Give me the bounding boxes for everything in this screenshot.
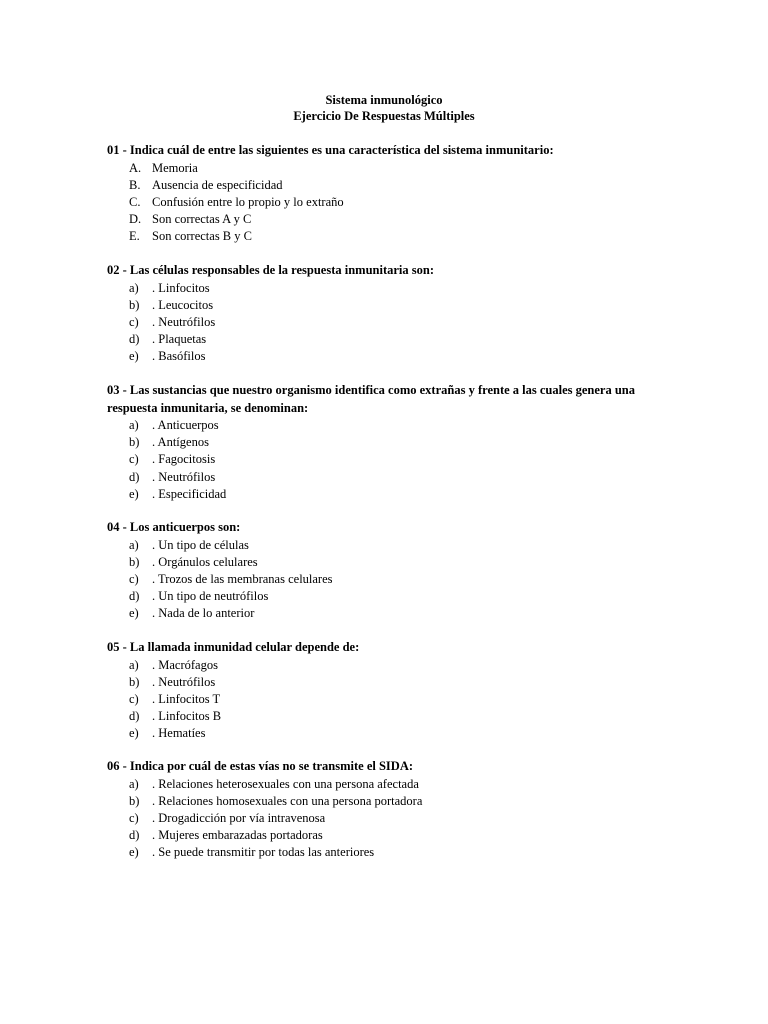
option-text: . Plaquetas: [152, 332, 207, 347]
question-text: 04 - Los anticuerpos son:: [107, 520, 241, 534]
option-text: . Linfocitos B: [152, 709, 222, 724]
option-letter: b): [129, 793, 140, 808]
question-02: [107, 262, 667, 365]
option-letter: a): [129, 418, 139, 432]
option-letter: e): [129, 486, 139, 501]
question-03: [107, 382, 667, 503]
option-letter: e): [129, 845, 139, 860]
option-text: . Neutrófilos: [152, 674, 216, 689]
question-05: [107, 639, 667, 742]
option-text: . Basófilos: [152, 349, 206, 364]
option-text: . Fagocitosis: [152, 452, 216, 467]
option-item: [107, 434, 667, 451]
option-text: . Relaciones homosexuales con una persona portadora: [152, 793, 423, 808]
option-item: [107, 605, 667, 622]
option-item: [107, 674, 667, 691]
option-item: [107, 571, 667, 588]
option-text: Son correctas A y C: [152, 212, 252, 227]
option-letter: c): [129, 314, 139, 329]
option-item: [107, 280, 667, 297]
option-letter: E.: [129, 229, 140, 244]
option-letter: b): [129, 297, 140, 312]
question-text: 05 - La llamada inmunidad celular depende de:: [107, 640, 360, 654]
option-list: [107, 417, 667, 503]
option-item: [107, 160, 667, 177]
option-list: [107, 776, 667, 862]
option-text: . Drogadicción por vía intravenosa: [152, 810, 326, 825]
document-title: Sistema inmunológico: [325, 93, 443, 107]
option-letter: d): [129, 332, 140, 347]
option-item: [107, 827, 667, 844]
option-text: . Relaciones heterosexuales con una persona afectada: [152, 776, 419, 791]
option-item: [107, 708, 667, 725]
option-letter: b): [129, 435, 140, 450]
option-text: Memoria: [152, 160, 198, 175]
option-letter: e): [129, 726, 139, 741]
option-item: [107, 657, 667, 674]
option-letter: e): [129, 349, 139, 364]
option-text: . Un tipo de células: [152, 537, 249, 552]
option-text: . Linfocitos: [152, 280, 210, 295]
option-list: [107, 160, 667, 246]
option-item: [107, 331, 667, 348]
option-item: [107, 314, 667, 331]
option-letter: D.: [129, 212, 142, 227]
option-text: . Nada de lo anterior: [152, 606, 255, 621]
option-letter: a): [129, 537, 139, 552]
option-text: . Un tipo de neutrófilos: [152, 589, 269, 604]
option-item: [107, 537, 667, 554]
option-letter: b): [129, 554, 140, 569]
option-letter: a): [129, 657, 139, 672]
option-letter: d): [129, 709, 140, 724]
option-letter: d): [129, 828, 140, 843]
option-item: [107, 451, 667, 468]
option-item: [107, 417, 667, 434]
option-list: [107, 657, 667, 743]
option-text: . Hematíes: [152, 726, 206, 741]
option-letter: A.: [129, 160, 142, 175]
option-item: [107, 776, 667, 793]
option-text: . Orgánulos celulares: [152, 554, 258, 569]
option-text: . Macrófagos: [152, 657, 218, 672]
option-list: [107, 280, 667, 366]
option-text: Son correctas B y C: [152, 229, 252, 244]
option-text: . Linfocitos T: [152, 691, 221, 706]
question-04: [107, 519, 667, 622]
option-letter: c): [129, 571, 139, 586]
option-item: [107, 348, 667, 365]
option-item: [107, 844, 667, 861]
question-text: 01 - Indica cuál de entre las siguientes es una característica del sistema inmunitario:: [107, 143, 554, 157]
option-item: [107, 297, 667, 314]
option-item: [107, 691, 667, 708]
option-text: . Leucocitos: [152, 297, 214, 312]
question-text: 06 - Indica por cuál de estas vías no se transmite el SIDA:: [107, 759, 414, 773]
option-item: [107, 469, 667, 486]
option-list: [107, 537, 667, 623]
document-subtitle: Ejercicio De Respuestas Múltiples: [293, 109, 475, 123]
option-item: [107, 588, 667, 605]
question-text: 02 - Las células responsables de la respuesta inmunitaria son:: [107, 263, 435, 277]
option-item: [107, 725, 667, 742]
option-item: [107, 554, 667, 571]
option-letter: a): [129, 280, 139, 295]
option-item: [107, 810, 667, 827]
option-text: . Neutrófilos: [152, 314, 216, 329]
question-06: [107, 758, 667, 861]
option-item: [107, 211, 667, 228]
option-item: [107, 793, 667, 810]
option-item: [107, 228, 667, 245]
option-text: Ausencia de especificidad: [152, 177, 283, 192]
option-letter: b): [129, 674, 140, 689]
option-item: [107, 177, 667, 194]
option-item: [107, 194, 667, 211]
option-letter: B.: [129, 177, 141, 192]
option-letter: c): [129, 691, 139, 706]
option-text: . Neutrófilos: [152, 469, 216, 484]
option-letter: C.: [129, 194, 141, 209]
question-text: 03 - Las sustancias que nuestro organismo identifica como extrañas y frente a las cuales genera una respuesta inmunitaria, se denominan:: [107, 383, 635, 415]
option-letter: e): [129, 606, 139, 621]
question-01: [107, 142, 667, 245]
option-letter: a): [129, 776, 139, 791]
option-item: [107, 486, 667, 503]
option-letter: d): [129, 589, 140, 604]
option-letter: c): [129, 810, 139, 825]
option-text: . Trozos de las membranas celulares: [152, 571, 333, 586]
option-letter: d): [129, 469, 140, 484]
option-text: . Mujeres embarazadas portadoras: [152, 828, 323, 843]
option-text: . Se puede transmitir por todas las anteriores: [152, 845, 375, 860]
option-text: . Antígenos: [152, 435, 209, 450]
option-text: Confusión entre lo propio y lo extraño: [152, 194, 344, 209]
option-text: . Especificidad: [152, 486, 227, 501]
option-letter: c): [129, 452, 139, 467]
option-text: . Anticuerpos: [152, 418, 219, 432]
